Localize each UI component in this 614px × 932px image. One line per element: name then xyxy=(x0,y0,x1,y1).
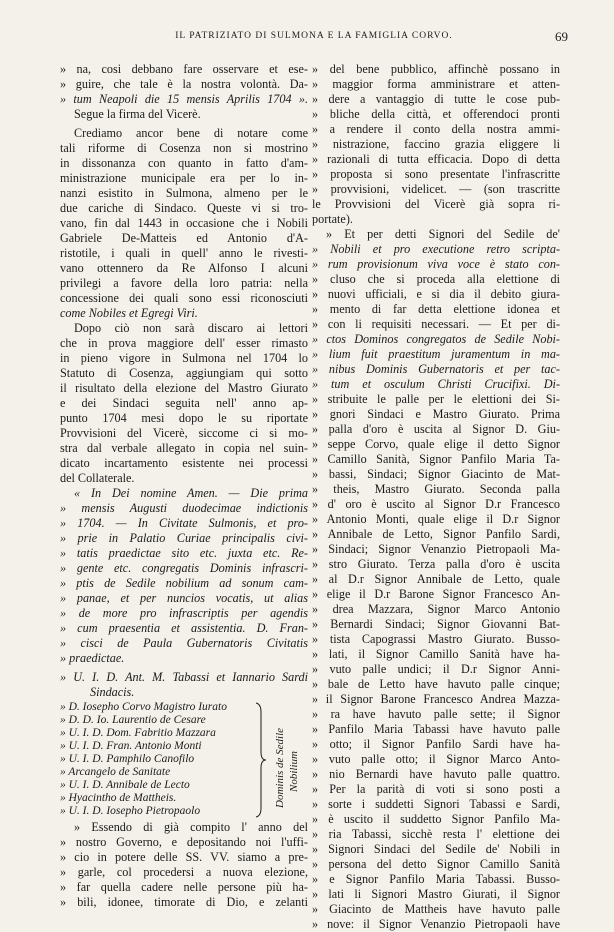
text-line: vano, fin dal 1443 in occasione che i Nobili xyxy=(60,216,308,230)
text-line: » tista Capograssi Mastro Giurato. Busso- xyxy=(312,632,560,646)
text-line: ristotile, i quali in quell' anno le rivesti- xyxy=(60,246,308,260)
text-line: » nistrazione, faccino graziа eliggere li xyxy=(312,137,560,151)
text-line: » seppe Corvo, quale elige il detto Signor xyxy=(312,437,560,451)
text-line: » persona del detto Signor Camillo Sanità xyxy=(312,857,560,871)
text-line: » guire, che tale è la nostra volontà. Da- xyxy=(60,77,308,91)
text-line: » provvisioni, videlicet. — (son trascritte xyxy=(312,182,560,196)
text-line: » con li requisiti necessari. — Et per di- xyxy=(312,317,560,331)
text-line: Statuto di Cosenza, aggiungiam qui sotto xyxy=(60,366,308,380)
curly-brace-icon xyxy=(254,702,268,818)
text-line: » al D.r Signor Annibale de Letto, quale xyxy=(312,572,560,586)
text-line: » gnori Sindaci e Mastro Giurato. Prima xyxy=(312,407,560,421)
text-line: in dissonanza con quanto in fatto d'am- xyxy=(60,156,308,170)
text-line: » Annibale de Letto, Signor Panfilo Sardi, xyxy=(312,527,560,541)
text-line: » bliche della città, et offerendoci pronti xyxy=(312,107,560,121)
text-line: » Giacinto de Mattheis have havuto palle xyxy=(312,902,560,916)
text-line: » ria Tabassi, sicchè resta l' elettione dei xyxy=(312,827,560,841)
text-line: » il Signor Barone Francesco Andrea Mazza- xyxy=(312,692,560,706)
text-line: » na, cosi debbano fare osservare et ese- xyxy=(60,62,308,76)
text-line: » ptis de Sedile nobilium ad sonum cam- xyxy=(60,576,308,590)
text-line: » proposta si sono presentate l'infrascritte xyxy=(312,167,560,181)
text-line: » tatis praedictae sito etc. juxta etc. Re- xyxy=(60,546,308,560)
text-line: » 1704. — In Civitate Sulmonis, et pro- xyxy=(60,516,308,530)
text-line: » panae, et per nuncios vocatis, ut alias xyxy=(60,591,308,605)
text-line: privilegi a favore della loro patria: nella xyxy=(60,276,308,290)
text-line: » nibus Dominis Gubernatoris et per tac- xyxy=(312,362,560,376)
text-line: » maggior forma amministrare et atten- xyxy=(312,77,560,91)
text-line: vano ottennero da Re Alfonso I alcuni xyxy=(60,261,308,275)
text-line: » lati, il Signor Camillo Sanità have ha- xyxy=(312,647,560,661)
text-line: Provvisioni del Vicerè, siccome ci si mo- xyxy=(60,426,308,440)
text-line: e dei Sindaci seguita nell' anno ap- xyxy=(60,396,308,410)
text-line: » nostro Governo, e depositando noi l'uffi- xyxy=(60,835,308,849)
text-line: » cum praesentia et assistentia. D. Fran- xyxy=(60,621,308,635)
signatory-item: » Hyacintho de Mattheis. xyxy=(60,792,177,804)
text-line: stra dal verbale allegato in copia nel suin- xyxy=(60,441,308,455)
text-line: come Nobiles et Egregi Viri. xyxy=(60,306,198,320)
text-line: » è uscito il suddetto Signor Panfilo Ma- xyxy=(312,812,560,826)
text-line: Crediamo ancor bene di notare come xyxy=(74,126,308,140)
text-line: » de more pro infrascriptis per agendis xyxy=(60,606,308,620)
text-line: Gabriele De-Matteis ed Antonio d'A- xyxy=(60,231,308,245)
signatory-item: » U. I. D. Iosepho Pietropaolo xyxy=(60,805,201,817)
text-line: punto 1704 mesi dopo le su riportate xyxy=(60,411,308,425)
text-line: » Sindaci; Signor Venanzio Pietropaoli Ma- xyxy=(312,542,560,556)
text-line: » tum et osculum Christi Crucifixi. Di- xyxy=(312,377,560,391)
text-line: » bili, idonee, timorate di Dio, e zelanti xyxy=(60,895,308,909)
text-line: » ctos Dominos congregatos de Sedile Nobi- xyxy=(312,332,560,346)
text-line: » praedictae. xyxy=(60,651,125,665)
text-line: » dere a vantaggio di tutte le cose pub- xyxy=(312,92,560,106)
text-line: ministrazione municipale era per lo in- xyxy=(60,171,308,185)
text-line: » razionali di tutta efficacia. Dopo di detta xyxy=(312,152,560,166)
brace-label-2: Nobilium xyxy=(288,751,300,792)
text-line: » theis, Mastro Giurato. Seconda palla xyxy=(312,482,560,496)
text-line: » Signori Sindaci del Sedile de' Nobili in xyxy=(312,842,560,856)
text-line: » ra have havuto palle sette; il Signor xyxy=(312,707,560,721)
text-line: » e Signor Panfilo Maria Tabassi. Busso- xyxy=(312,872,560,886)
text-line: » mento di far detta elettione idonea et xyxy=(312,302,560,316)
running-header xyxy=(60,31,568,47)
text-line: nanzi esistito in Sulmona, almeno per le xyxy=(60,186,308,200)
text-line: » cio in potere delle SS. VV. siamo a pre- xyxy=(60,850,308,864)
text-line: » Camillo Sanità, Signor Panfilo Maria Ta- xyxy=(312,452,560,466)
text-line: che in prova maggiore dell' esser rimasto xyxy=(60,336,308,350)
signatory-item: » D. Iosepho Corvo Magistro Iurato xyxy=(60,701,227,713)
text-line: » Per la parità di voti si sono posti a xyxy=(312,782,560,796)
text-line: » bassi, Sindaci; Signor Giacinto de Mat- xyxy=(312,467,560,481)
left-column xyxy=(60,62,308,910)
text-line: » nio Bernardi have havuto palle quattro. xyxy=(312,767,560,781)
text-line: » mensis Augusti duodecimae indictionis xyxy=(60,501,308,515)
signatory-item: » U. I. D. Dom. Fabritio Mazzara xyxy=(60,727,216,739)
text-line: » elige il D.r Barone Signor Francesco An- xyxy=(312,587,560,601)
text-line: » drea Mazzara, Signor Marco Antonio xyxy=(312,602,560,616)
text-line: » otto; il Signor Panfilo Sardi have ha- xyxy=(312,737,560,751)
text-line: » vuto palle otto; il Signor Marco Anto- xyxy=(312,752,560,766)
text-line: » prie in Palatio Curiae principalis civi- xyxy=(60,531,308,545)
text-line: » far quella cadere nelle persone più ha- xyxy=(60,880,308,894)
signatory-item: » U. I. D. Pamphilo Canofilo xyxy=(60,753,195,765)
text-line: » Bernardi Sindaci; Signor Giovanni Bat- xyxy=(312,617,560,631)
text-line: » sorte i suddetti Signori Tabassi e Sardi, xyxy=(312,797,560,811)
text-line: del Collaterale. xyxy=(60,471,135,485)
text-line: » tum Neapoli die 15 mensis Aprilis 1704 ». xyxy=(60,92,308,106)
text-line: » a rendere il conto della nostra ammi- xyxy=(312,122,560,136)
signatory-item: » U. I. D. Annibale de Lecto xyxy=(60,779,190,791)
page-number: 69 xyxy=(555,29,568,44)
text-line: il risultato della elezione del Mastro Giurato xyxy=(60,381,308,395)
text-line: in pieno vigore in Sulmona nel 1704 lo xyxy=(60,351,308,365)
signatory-item: » Arcangelo de Sanitate xyxy=(60,766,171,778)
text-line: Dopo ciò non sarà discaro ai lettori xyxy=(74,321,308,335)
text-line: » stro Giurato. Terza palla d'oro è uscita xyxy=(312,557,560,571)
text-line: portate). xyxy=(312,212,353,226)
text-line: » rum provisionum viva voce è stato con- xyxy=(312,257,560,271)
text-line: » Et per detti Signori del Sedile de' xyxy=(326,227,560,241)
text-line: » lati li Signori Mastro Giurati, il Signor xyxy=(312,887,560,901)
text-line: » bale de Letto have havuto palle cinque; xyxy=(312,677,560,691)
text-line: » palla d'oro è uscita al Signor D. Giu- xyxy=(312,422,560,436)
text-line: » cisci de Paula Gubernatoris Civitatis xyxy=(60,636,308,650)
text-line: » nuovi ufficiali, e si dia il debito giura- xyxy=(312,287,560,301)
text-line: concessione dei quali sono essi riconosciuti xyxy=(60,291,308,305)
text-line: « In Dei nomine Amen. — Die prima xyxy=(74,486,308,500)
text-line: » d' oro è uscito al Signor D.r Francesco xyxy=(312,497,560,511)
text-line: Segue la firma del Vicerè. xyxy=(74,107,201,121)
text-line: » cluso che si proceda alla elettione di xyxy=(312,272,560,286)
text-line: » Panfilo Maria Tabassi have havuto palle xyxy=(312,722,560,736)
text-line: » vuto palle undici; il D.r Signor Anni- xyxy=(312,662,560,676)
text-line: due cariche di Sindaco. Queste vi si tro- xyxy=(60,201,308,215)
page-title: IL PATRIZIATO DI SULMONA E LA FAMIGLIA CORVO. xyxy=(175,31,453,41)
right-column xyxy=(312,62,560,932)
text-line: » nove: il Signor Venanzio Pietropaoli have xyxy=(312,917,560,931)
signatory-item: » D. D. Io. Laurentio de Cesare xyxy=(60,714,206,726)
text-line: tali riforme di Cosenza non si mostrino xyxy=(60,141,308,155)
text-line: » del bene pubblico, affinchè possano in xyxy=(312,62,560,76)
text-line: » Essendo di già compito l' anno del xyxy=(74,820,308,834)
text-line: dicato incartamento esistente nei processi xyxy=(60,456,308,470)
text-line: » stribuite le palle per le elettioni dei Si- xyxy=(312,392,560,406)
text-line: » lium fuit praestitum juramentum in ma- xyxy=(312,347,560,361)
text-line: » garle, col procedersi a nuova elezione, xyxy=(60,865,308,879)
text-line: le Provvisioni del Vicerè già sopra ri- xyxy=(312,197,560,211)
signatory-list xyxy=(60,700,308,820)
text-line: » Nobili et pro executione retro scripta- xyxy=(312,242,560,256)
signatory-item: » U. I. D. Fran. Antonio Monti xyxy=(60,740,202,752)
text-line: » gente etc. congregatis Dominis infrascri- xyxy=(60,561,308,575)
brace-label-1: Dominis de Sedile xyxy=(274,727,286,808)
text-line: Sindacis. xyxy=(90,685,135,699)
text-line: » Antonio Monti, quale elige il D.r Signor xyxy=(312,512,560,526)
text-line: » U. I. D. Ant. M. Tabassi et Iannario Sardi xyxy=(60,670,308,684)
